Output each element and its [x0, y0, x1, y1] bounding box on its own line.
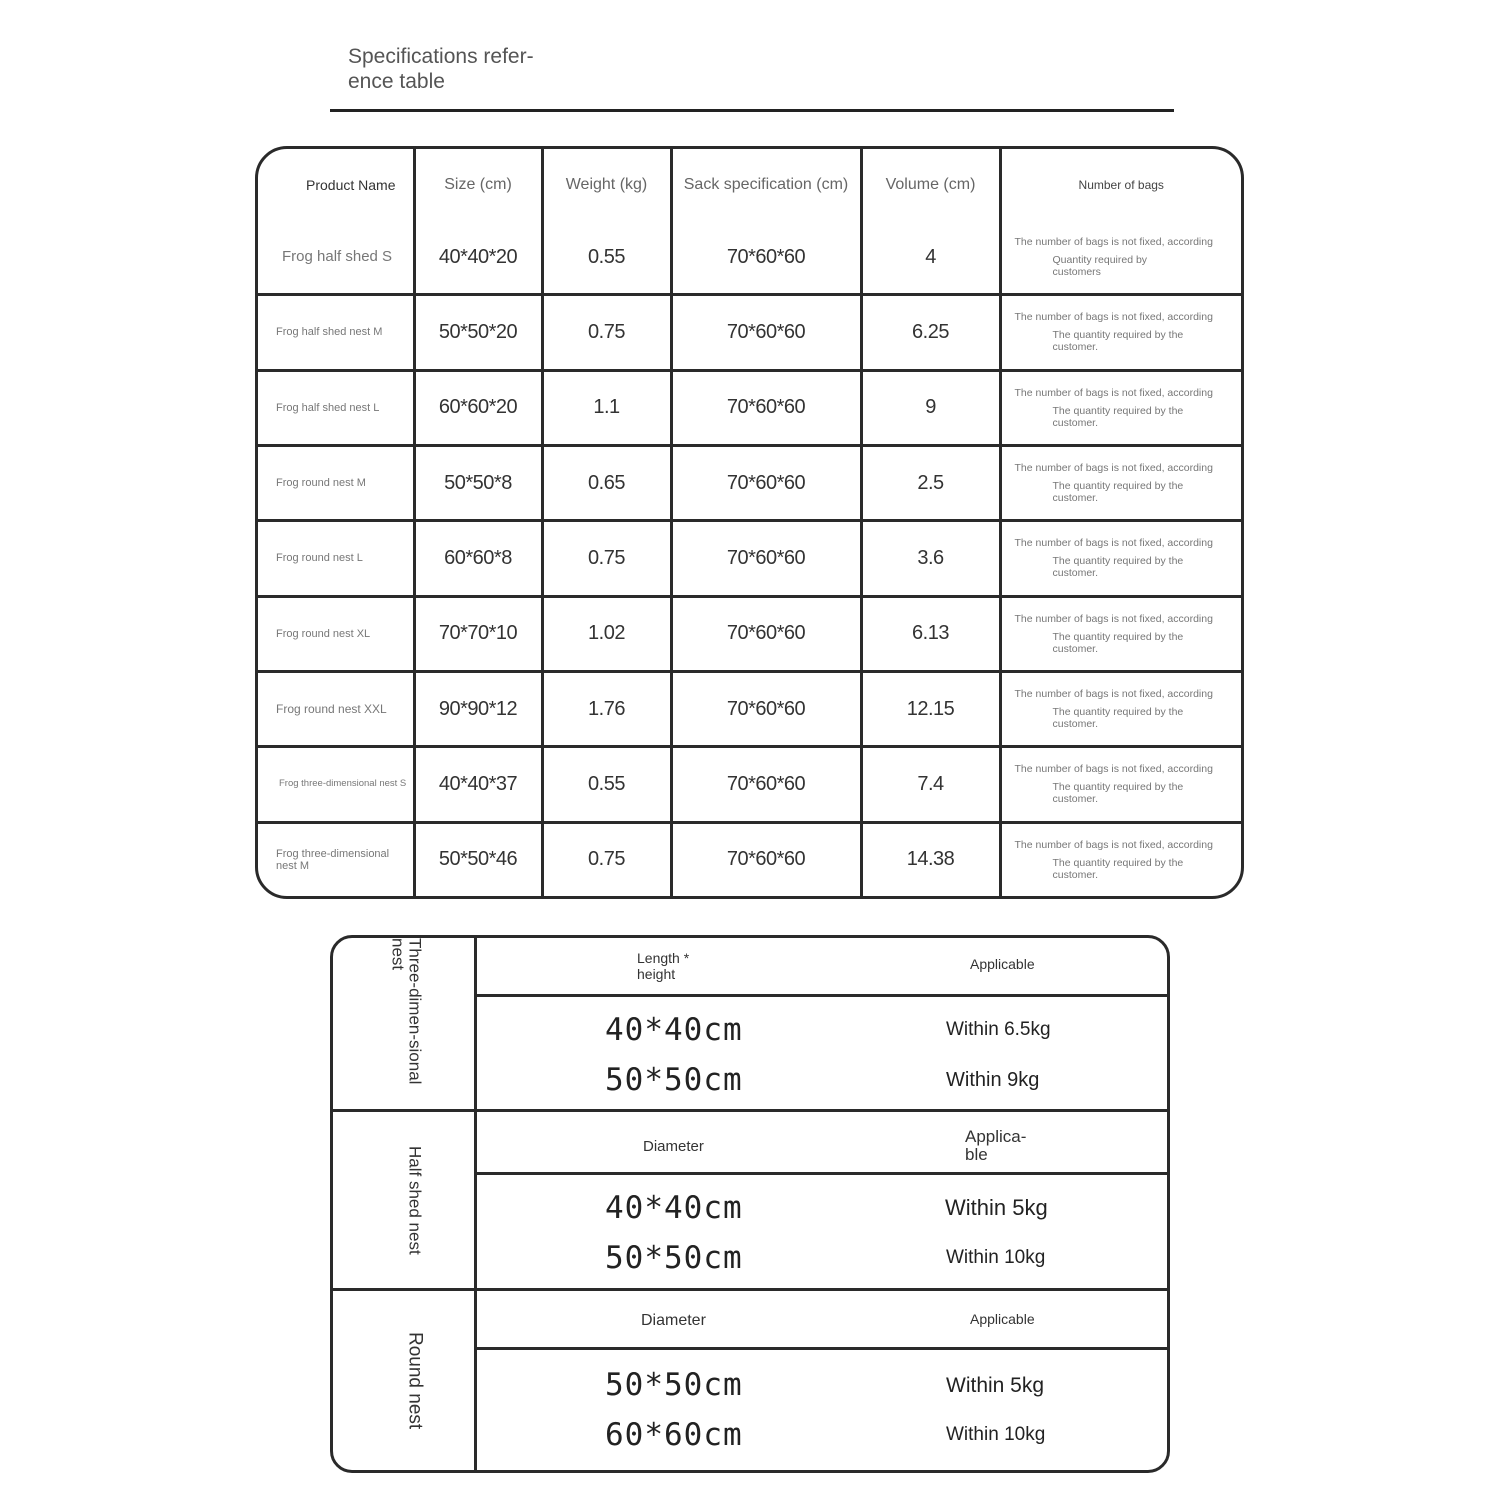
bags-note: The number of bags is not fixed, according	[1014, 462, 1213, 475]
bags-note: The number of bags is not fixed, according	[1014, 763, 1213, 776]
table-row	[258, 295, 1241, 370]
section-header	[477, 938, 1167, 997]
size-cell: 50*50*20	[414, 295, 542, 370]
bags-note-detail: The quantity required by the customer.	[1052, 480, 1184, 505]
size-row	[477, 1361, 1167, 1411]
product-name-cell: Frog round nest L	[258, 521, 414, 596]
dimension-value: 40*40cm	[605, 1012, 743, 1048]
sack-cell: 70*60*60	[671, 445, 861, 520]
sack-cell: 70*60*60	[671, 822, 861, 896]
volume-cell: 14.38	[861, 822, 1000, 896]
bags-note-detail: The quantity required by the customer.	[1052, 555, 1184, 580]
volume-cell: 12.15	[861, 671, 1000, 746]
capacity-value: Within 5kg	[946, 1374, 1045, 1397]
size-cell: 60*60*20	[414, 370, 542, 445]
volume-cell: 6.25	[861, 295, 1000, 370]
bags-cell	[1000, 521, 1241, 596]
table-row	[258, 445, 1241, 520]
size-cell: 60*60*8	[414, 521, 542, 596]
bags-note-detail: The quantity required by the customer.	[1052, 781, 1184, 806]
bags-note: The number of bags is not fixed, according	[1014, 537, 1213, 550]
sack-cell: 70*60*60	[671, 295, 861, 370]
specifications-table	[255, 146, 1244, 899]
column-header-applicable: Applicable	[970, 1311, 1035, 1327]
capacity-value: Within 10kg	[946, 1247, 1046, 1268]
capacity-value: Within 5kg	[945, 1195, 1048, 1220]
three-dimensional-nest-section	[333, 938, 1167, 1112]
column-header-applicable: Applica-ble	[965, 1127, 1027, 1164]
product-name-cell: Frog half shed S	[258, 221, 414, 295]
weight-cell: 0.75	[542, 521, 671, 596]
header-sack-spec: Sack specification (cm)	[671, 149, 861, 221]
bags-cell	[1000, 747, 1241, 822]
bags-note-detail: The quantity required by the customer.	[1052, 404, 1184, 429]
capacity-value: Within 9kg	[946, 1069, 1040, 1091]
sack-cell: 70*60*60	[671, 596, 861, 671]
sack-cell: 70*60*60	[671, 370, 861, 445]
header-volume: Volume (cm)	[861, 149, 1000, 221]
column-header-dimension: Diameter	[643, 1138, 704, 1155]
bags-note-detail: The quantity required by the customer.	[1052, 630, 1184, 655]
dimension-value: 50*50cm	[605, 1062, 743, 1098]
bags-cell	[1000, 295, 1241, 370]
table-row	[258, 370, 1241, 445]
product-name-cell: Frog half shed nest L	[258, 370, 414, 445]
table-row	[258, 747, 1241, 822]
product-name-cell: Frog round nest M	[258, 445, 414, 520]
size-row	[477, 1411, 1167, 1461]
weight-cell: 1.76	[542, 671, 671, 746]
bags-note-detail: The quantity required by the customer.	[1052, 706, 1184, 731]
bags-note: The number of bags is not fixed, according	[1014, 838, 1213, 851]
weight-cell: 1.1	[542, 370, 671, 445]
dimension-value: 40*40cm	[605, 1190, 743, 1226]
dimension-value: 50*50cm	[605, 1240, 743, 1276]
weight-cell: 1.02	[542, 596, 671, 671]
table-row	[258, 596, 1241, 671]
capacity-value: Within 6.5kg	[946, 1019, 1051, 1040]
weight-cell: 0.55	[542, 221, 671, 295]
volume-cell: 9	[861, 370, 1000, 445]
size-cell: 90*90*12	[414, 671, 542, 746]
size-row	[477, 1006, 1167, 1056]
table-row	[258, 671, 1241, 746]
half-shed-nest-section	[333, 1112, 1167, 1291]
section-label-cell	[333, 938, 477, 1109]
bags-note-detail: The quantity required by the customer.	[1052, 329, 1184, 354]
product-name-cell: Frog three-dimensional nest M	[258, 822, 414, 896]
page-title: Specifications refer-ence table	[348, 45, 534, 93]
sack-cell: 70*60*60	[671, 221, 861, 295]
column-header-dimension: Length * height	[637, 950, 690, 982]
bags-cell	[1000, 671, 1241, 746]
size-cell: 50*50*8	[414, 445, 542, 520]
product-name-cell: Frog half shed nest M	[258, 295, 414, 370]
section-label: Three-dimen-sional nest	[388, 938, 425, 1085]
bags-note: The number of bags is not fixed, according	[1014, 311, 1213, 324]
bags-note: The number of bags is not fixed, according	[1014, 688, 1213, 701]
bags-cell	[1000, 221, 1241, 295]
sack-cell: 70*60*60	[671, 747, 861, 822]
sack-cell: 70*60*60	[671, 671, 861, 746]
weight-cell: 0.75	[542, 295, 671, 370]
section-header	[477, 1112, 1167, 1175]
weight-cell: 0.55	[542, 747, 671, 822]
bags-note: The number of bags is not fixed, according	[1014, 612, 1213, 625]
size-cell: 40*40*37	[414, 747, 542, 822]
title-divider	[330, 109, 1174, 112]
volume-cell: 7.4	[861, 747, 1000, 822]
size-cell: 70*70*10	[414, 596, 542, 671]
column-header-applicable: Applicable	[970, 956, 1035, 972]
table-row	[258, 822, 1241, 896]
weight-cell: 0.65	[542, 445, 671, 520]
product-name-cell: Frog round nest XXL	[258, 671, 414, 746]
bags-cell	[1000, 596, 1241, 671]
section-label-cell	[333, 1291, 477, 1470]
size-cell: 50*50*46	[414, 822, 542, 896]
volume-cell: 2.5	[861, 445, 1000, 520]
table-header-row	[258, 149, 1241, 221]
section-header	[477, 1291, 1167, 1350]
volume-cell: 6.13	[861, 596, 1000, 671]
bags-note: The number of bags is not fixed, according	[1014, 236, 1213, 249]
table-row	[258, 521, 1241, 596]
table-row	[258, 221, 1241, 295]
section-label-cell	[333, 1112, 477, 1288]
section-label: Half shed nest	[405, 1145, 425, 1255]
header-size: Size (cm)	[414, 149, 542, 221]
dimension-value: 50*50cm	[605, 1367, 743, 1403]
bags-note-detail: The quantity required by the customer.	[1052, 856, 1184, 881]
size-row	[477, 1184, 1167, 1234]
section-label: Round nest	[404, 1331, 426, 1430]
product-name-cell: Frog three-dimensional nest S	[258, 747, 414, 822]
size-row	[477, 1234, 1167, 1284]
round-nest-section	[333, 1291, 1167, 1470]
header-weight: Weight (kg)	[542, 149, 671, 221]
volume-cell: 3.6	[861, 521, 1000, 596]
bags-note: The number of bags is not fixed, according	[1014, 386, 1213, 399]
volume-cell: 4	[861, 221, 1000, 295]
weight-cell: 0.75	[542, 822, 671, 896]
product-name-cell: Frog round nest XL	[258, 596, 414, 671]
load-capacity-table	[330, 935, 1170, 1473]
bags-cell	[1000, 370, 1241, 445]
dimension-value: 60*60cm	[605, 1417, 743, 1453]
header-number-of-bags: Number of bags	[1078, 178, 1164, 192]
column-header-dimension: Diameter	[641, 1312, 706, 1329]
bags-cell	[1000, 445, 1241, 520]
header-product-name: Product Name	[258, 149, 414, 221]
bags-cell	[1000, 822, 1241, 896]
bags-note-detail: Quantity required by customers	[1052, 254, 1148, 279]
size-cell: 40*40*20	[414, 221, 542, 295]
sack-cell: 70*60*60	[671, 521, 861, 596]
capacity-value: Within 10kg	[946, 1424, 1046, 1445]
size-row	[477, 1056, 1167, 1106]
